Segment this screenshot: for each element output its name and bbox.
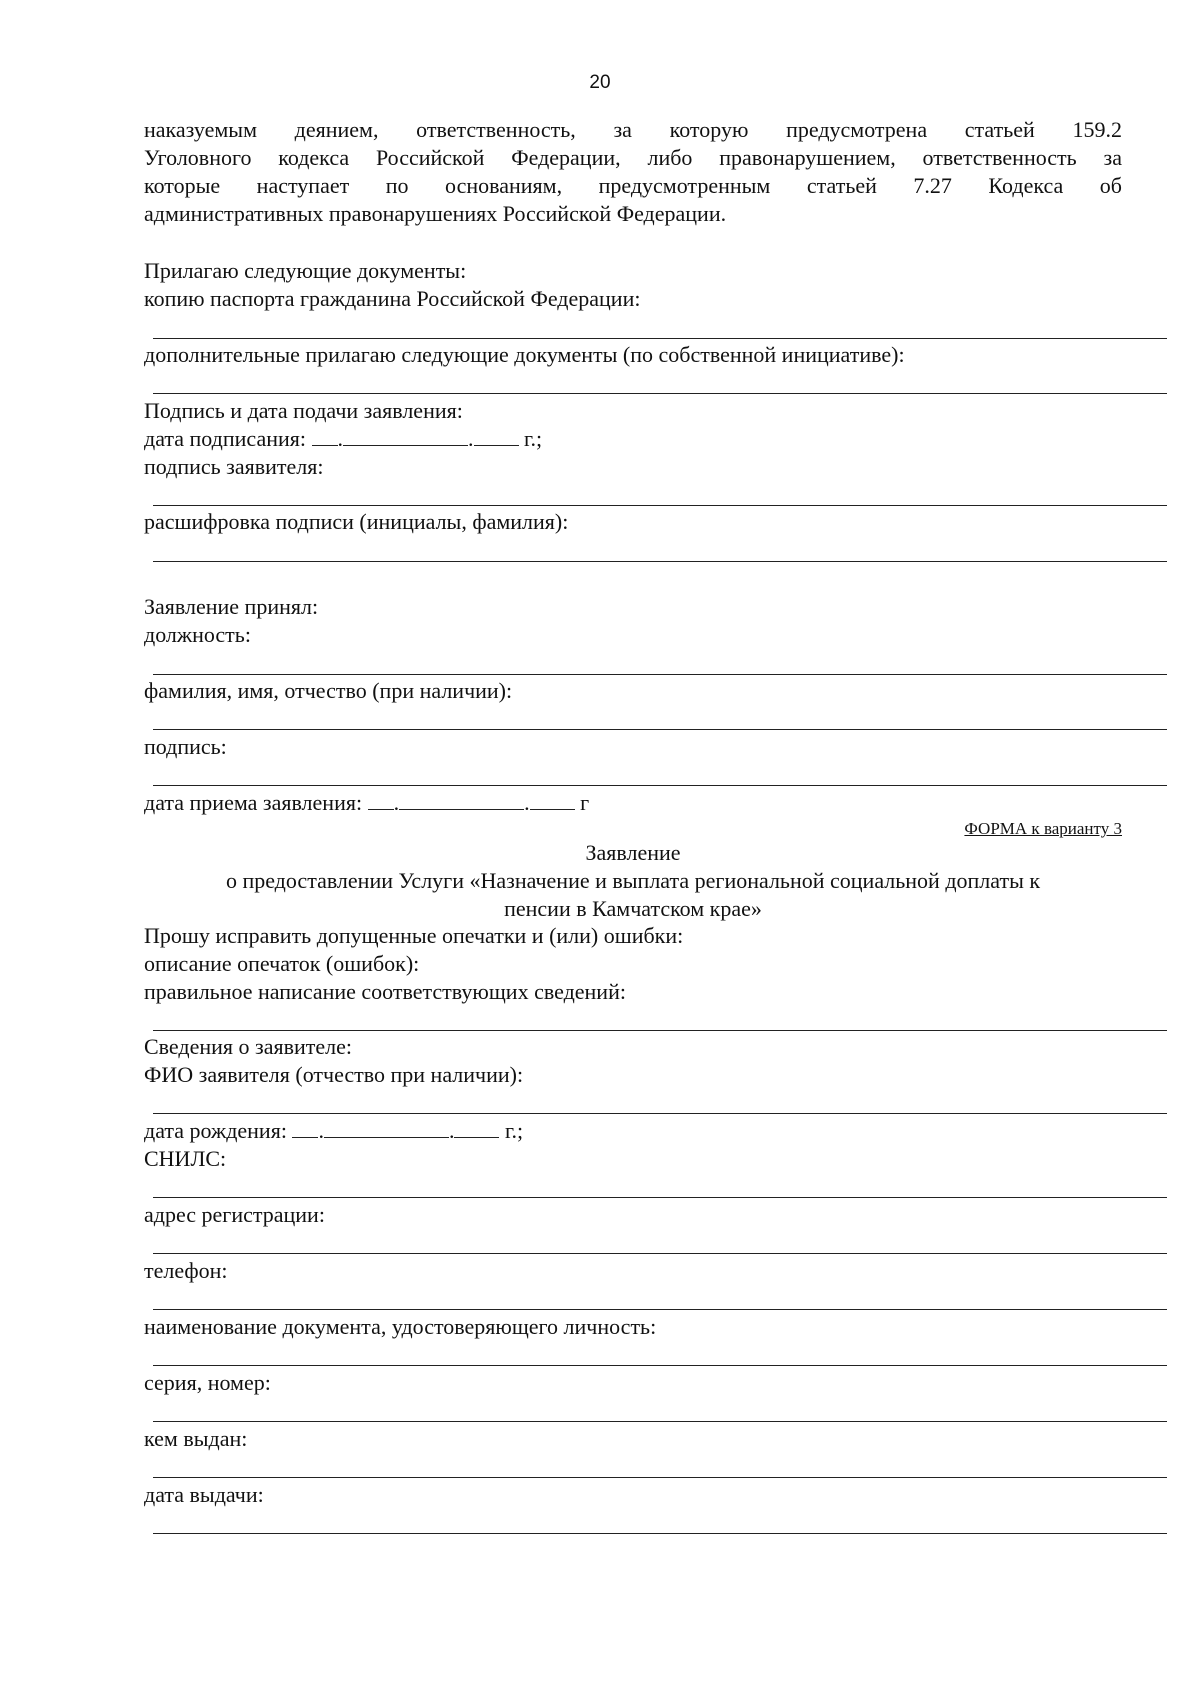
accepted-position-label: должность: [144,622,251,647]
attachments-heading: Прилагаю следующие документы: [144,258,467,283]
passport-copy-label: копию паспорта гражданина Российской Федерации: [144,286,641,311]
passport-copy-line[interactable] [153,338,1167,339]
intro-line-3: которые наступает по основаниям, предусмотренным статьей 7.27 Кодекса об [144,173,1122,198]
acceptance-day-blank[interactable] [368,789,394,810]
acceptance-date-row: дата приема заявления: . . г [144,790,590,815]
correct-spelling-label: правильное написание соответствующих сведений: [144,979,626,1004]
signing-year-blank[interactable] [474,425,519,446]
acceptance-year-blank[interactable] [530,789,575,810]
form-subtitle-line-1: о предоставлении Услуги «Назначение и выплата региональной социальной доплаты к [225,868,1041,893]
birth-day-blank[interactable] [292,1117,318,1138]
additional-docs-line[interactable] [153,393,1167,394]
form-title: Заявление [585,840,681,865]
series-number-label: серия, номер: [144,1370,271,1395]
birth-year-blank[interactable] [454,1117,499,1138]
issued-by-label: кем выдан: [144,1426,248,1451]
issue-date-label: дата выдачи: [144,1482,264,1507]
accepted-fio-line[interactable] [153,729,1167,730]
signing-date-label: дата подписания: [144,426,306,451]
intro-line-2: Уголовного кодекса Российской Федерации, либо правонарушением, ответственность за [144,145,1122,170]
acceptance-date-label: дата приема заявления: [144,790,363,815]
signing-date-suffix: г.; [524,426,543,451]
signature-decode-line[interactable] [153,561,1167,562]
accepted-heading: Заявление принял: [144,594,319,619]
id-document-line[interactable] [153,1365,1167,1366]
birth-date-label: дата рождения: [144,1118,287,1143]
additional-docs-label: дополнительные прилагаю следующие документы (по собственной инициативе): [144,342,905,367]
registration-address-line[interactable] [153,1253,1167,1254]
issue-date-line[interactable] [153,1533,1167,1534]
id-document-label: наименование документа, удостоверяющего личность: [144,1314,657,1339]
snils-line[interactable] [153,1197,1167,1198]
applicant-info-heading: Сведения о заявителе: [144,1034,353,1059]
applicant-signature-line[interactable] [153,505,1167,506]
signing-date-row: дата подписания: . . г.; [144,426,543,451]
accepted-sign-label: подпись: [144,734,227,759]
correct-spelling-line[interactable] [153,1030,1167,1031]
birth-date-row: дата рождения: . . г.; [144,1118,524,1143]
applicant-signature-label: подпись заявителя: [144,454,324,479]
intro-line-1: наказуемым деянием, ответственность, за которую предусмотрена статьей 159.2 [144,117,1122,142]
intro-line-4: административных правонарушениях Российской Федерации. [144,201,727,226]
registration-address-label: адрес регистрации: [144,1202,325,1227]
signing-day-blank[interactable] [312,425,338,446]
acceptance-date-suffix: г [580,790,590,815]
issued-by-line[interactable] [153,1477,1167,1478]
signing-month-blank[interactable] [343,425,468,446]
snils-label: СНИЛС: [144,1146,227,1171]
accepted-position-line[interactable] [153,674,1167,675]
accepted-fio-label: фамилия, имя, отчество (при наличии): [144,678,513,703]
birth-date-suffix: г.; [504,1118,524,1143]
series-number-line[interactable] [153,1421,1167,1422]
birth-month-blank[interactable] [324,1117,449,1138]
applicant-fio-line[interactable] [153,1113,1167,1114]
phone-label: телефон: [144,1258,228,1283]
accepted-sign-line[interactable] [153,785,1167,786]
correction-request: Прошу исправить допущенные опечатки и (или) ошибки: [144,923,684,948]
form-subtitle-line-2: пенсии в Камчатском крае» [504,896,762,921]
page-number: 20 [589,72,611,93]
acceptance-month-blank[interactable] [399,789,524,810]
forma-variant-3-label: ФОРМА к варианту 3 [964,819,1122,838]
phone-line[interactable] [153,1309,1167,1310]
signature-heading: Подпись и дата подачи заявления: [144,398,463,423]
signature-decode-label: расшифровка подписи (инициалы, фамилия): [144,509,569,534]
typo-description-label: описание опечаток (ошибок): [144,951,420,976]
applicant-fio-label: ФИО заявителя (отчество при наличии): [144,1062,524,1087]
